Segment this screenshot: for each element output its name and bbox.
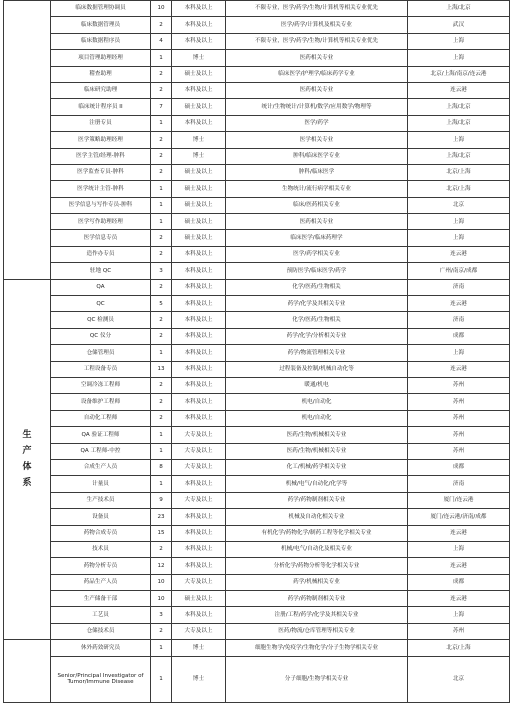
degree-cell: 博士 [172,50,226,66]
table-row [4,361,510,377]
table-row [4,148,510,164]
major-cell: 化学/医药/生物相关 [226,279,408,295]
degree-cell: 硕士及以上 [172,99,226,115]
major-cell: 机械/电气/自动化及相关专业 [226,541,408,557]
category-cell [4,640,51,702]
location-cell: 上海/北京 [408,1,510,17]
headcount-cell: 5 [151,296,172,312]
degree-cell: 本科及以上 [172,115,226,131]
location-cell: 成都 [408,459,510,475]
major-cell: 注册/工程/药学/化学及其相关专业 [226,607,408,623]
position-cell: QA 验证工程师 [51,427,151,443]
degree-cell: 博士 [172,132,226,148]
degree-cell: 大专及以上 [172,492,226,508]
location-cell: 苏州 [408,443,510,459]
table-row [4,541,510,557]
major-cell: 化工/机械/药学相关专业 [226,459,408,475]
headcount-cell: 2 [151,82,172,98]
headcount-cell: 10 [151,1,172,17]
major-cell: 医药相关专业 [226,82,408,98]
table-row [4,82,510,98]
table-row [4,459,510,475]
table-row [4,640,510,656]
position-cell: 工艺员 [51,607,151,623]
location-cell: 连云港 [408,361,510,377]
location-cell: 北京/上海 [408,640,510,656]
table-row [4,623,510,639]
location-cell: 上海 [408,33,510,49]
location-cell: 成都 [408,328,510,344]
table-row [4,377,510,393]
degree-cell: 本科及以上 [172,82,226,98]
headcount-cell: 9 [151,492,172,508]
degree-cell: 本科及以上 [172,476,226,492]
degree-cell: 本科及以上 [172,525,226,541]
major-cell: 临床/医药相关专业 [226,197,408,213]
major-cell: 医学/药学/计算机及相关专业 [226,17,408,33]
degree-cell: 硕士及以上 [172,197,226,213]
headcount-cell: 10 [151,591,172,607]
location-cell: 苏州 [408,394,510,410]
position-cell: Senior/Principal Investigator of Tumor/Immune Disease [51,656,151,702]
degree-cell: 大专及以上 [172,427,226,443]
major-cell: 生物统计/流行病学相关专业 [226,181,408,197]
major-cell: 药学/化学/分析相关专业 [226,328,408,344]
table-row [4,246,510,262]
table-row [4,1,510,17]
headcount-cell: 1 [151,181,172,197]
major-cell: 机械/电气/自动化/化学等 [226,476,408,492]
degree-cell: 大专及以上 [172,443,226,459]
table-row [4,132,510,148]
position-cell: 药物合成专员 [51,525,151,541]
location-cell: 成都 [408,574,510,590]
location-cell: 北京/上海 [408,164,510,180]
location-cell: 上海 [408,345,510,361]
degree-cell: 大专及以上 [172,459,226,475]
degree-cell: 博士 [172,656,226,702]
position-cell: QC 仪分 [51,328,151,344]
position-cell: 临床数据管理协调员 [51,1,151,17]
headcount-cell: 2 [151,377,172,393]
table-row [4,279,510,295]
table-row [4,492,510,508]
table-row [4,214,510,230]
headcount-cell: 2 [151,246,172,262]
headcount-cell: 15 [151,525,172,541]
location-cell: 上海 [408,50,510,66]
location-cell: 上海 [408,132,510,148]
position-cell: 仓储管理员 [51,345,151,361]
table-row [4,33,510,49]
position-cell: 临床研究助理 [51,82,151,98]
degree-cell: 本科及以上 [172,345,226,361]
location-cell: 北京/上海/南京/连云港 [408,66,510,82]
major-cell: 药学/机械相关专业 [226,574,408,590]
table-row [4,394,510,410]
position-cell: QC 检测员 [51,312,151,328]
location-cell: 上海/北京 [408,115,510,131]
degree-cell: 本科及以上 [172,246,226,262]
position-cell: 设备维护工程师 [51,394,151,410]
table-row [4,50,510,66]
position-cell: 自动化工程师 [51,410,151,426]
table-row [4,115,510,131]
major-cell: 分析化学/药物分析等化学相关专业 [226,558,408,574]
degree-cell: 本科及以上 [172,1,226,17]
position-cell: 医学主管/经理-肿科 [51,148,151,164]
position-cell: 项目管理助理经理 [51,50,151,66]
headcount-cell: 2 [151,394,172,410]
position-cell: 工程设备专员 [51,361,151,377]
degree-cell: 硕士及以上 [172,230,226,246]
table-row [4,296,510,312]
headcount-cell: 1 [151,115,172,131]
location-cell: 济南 [408,279,510,295]
headcount-cell: 2 [151,328,172,344]
position-cell: 药品生产人员 [51,574,151,590]
degree-cell: 硕士及以上 [172,591,226,607]
major-cell: 有机化学/药物化学/制药工程等化学相关专业 [226,525,408,541]
major-cell: 不限专业，医学/药学/生物/计算机等相关专业优先 [226,1,408,17]
position-cell: 技术员 [51,541,151,557]
category-label: 生产体系 [22,430,32,489]
table-row [4,443,510,459]
major-cell: 过程装备及控制/机械自动化等 [226,361,408,377]
position-cell: 药物分析专员 [51,558,151,574]
degree-cell: 硕士及以上 [172,181,226,197]
table-row [4,509,510,525]
location-cell: 连云港 [408,591,510,607]
position-cell: 临床数据管理员 [51,17,151,33]
table-row [4,525,510,541]
degree-cell: 本科及以上 [172,33,226,49]
headcount-cell: 2 [151,623,172,639]
table-row [4,99,510,115]
location-cell: 广州/南京/成都 [408,263,510,279]
headcount-cell: 2 [151,541,172,557]
position-cell: 医学写作助理经理 [51,214,151,230]
major-cell: 细胞生物学/免疫学/生物化学/分子生物学相关专业 [226,640,408,656]
headcount-cell: 1 [151,656,172,702]
table-row [4,197,510,213]
degree-cell: 本科及以上 [172,377,226,393]
position-cell: 临床数据程序员 [51,33,151,49]
headcount-cell: 2 [151,410,172,426]
major-cell: 机电/自动化 [226,394,408,410]
major-cell: 临床医学/护理学/临床药学专业 [226,66,408,82]
degree-cell: 硕士及以上 [172,164,226,180]
headcount-cell: 1 [151,640,172,656]
headcount-cell: 7 [151,99,172,115]
table-row [4,263,510,279]
position-cell: 医学策略助理经理 [51,132,151,148]
headcount-cell: 2 [151,17,172,33]
table-row [4,312,510,328]
degree-cell: 博士 [172,148,226,164]
location-cell: 连云港 [408,246,510,262]
location-cell: 厦门/连云港/济南/成都 [408,509,510,525]
major-cell: 药学/药物制剂相关专业 [226,591,408,607]
location-cell: 武汉 [408,17,510,33]
major-cell: 医学/药学相关专业 [226,246,408,262]
position-cell: 医学统计主管-肿科 [51,181,151,197]
position-cell: 设备员 [51,509,151,525]
table-row [4,558,510,574]
position-cell: 生产储备干部 [51,591,151,607]
degree-cell: 本科及以上 [172,558,226,574]
location-cell: 上海 [408,541,510,557]
location-cell: 连云港 [408,82,510,98]
table-row [4,328,510,344]
table-row [4,17,510,33]
location-cell: 连云港 [408,525,510,541]
table-row [4,427,510,443]
major-cell: 肿科/临床医学 [226,164,408,180]
category-cell [4,1,51,280]
degree-cell: 本科及以上 [172,263,226,279]
location-cell: 苏州 [408,623,510,639]
position-cell: 仓储技术员 [51,623,151,639]
table-row [4,656,510,702]
major-cell: 不限专业，医学/药学/生物/计算机等相关专业优先 [226,33,408,49]
table-row [4,607,510,623]
table-row [4,591,510,607]
headcount-cell: 1 [151,427,172,443]
major-cell: 医药相关专业 [226,214,408,230]
degree-cell: 本科及以上 [172,541,226,557]
headcount-cell: 23 [151,509,172,525]
degree-cell: 博士 [172,640,226,656]
headcount-cell: 1 [151,476,172,492]
headcount-cell: 2 [151,164,172,180]
major-cell: 化学/医药/生物相关 [226,312,408,328]
headcount-cell: 10 [151,574,172,590]
location-cell: 济南 [408,312,510,328]
location-cell: 苏州 [408,410,510,426]
degree-cell: 大专及以上 [172,574,226,590]
major-cell: 医药/物流/仓库管理等相关专业 [226,623,408,639]
headcount-cell: 2 [151,230,172,246]
major-cell: 医药/生物/机械相关专业 [226,443,408,459]
major-cell: 药学/物流管理相关专业 [226,345,408,361]
headcount-cell: 2 [151,66,172,82]
degree-cell: 本科及以上 [172,361,226,377]
degree-cell: 本科及以上 [172,607,226,623]
major-cell: 机电/自动化 [226,410,408,426]
degree-cell: 本科及以上 [172,312,226,328]
position-cell: 生产技术员 [51,492,151,508]
headcount-cell: 1 [151,214,172,230]
position-cell: 合成生产人员 [51,459,151,475]
location-cell: 上海/北京 [408,99,510,115]
major-cell: 医药相关专业 [226,50,408,66]
major-cell: 医药/生物/机械相关专业 [226,427,408,443]
headcount-cell: 4 [151,33,172,49]
degree-cell: 本科及以上 [172,328,226,344]
headcount-cell: 12 [151,558,172,574]
degree-cell: 本科及以上 [172,17,226,33]
headcount-cell: 3 [151,607,172,623]
location-cell: 苏州 [408,377,510,393]
location-cell: 北京/上海 [408,181,510,197]
position-cell: 稽查助理 [51,66,151,82]
position-cell: QC [51,296,151,312]
position-cell: 造作办专员 [51,246,151,262]
degree-cell: 本科及以上 [172,296,226,312]
table-row [4,66,510,82]
headcount-cell: 13 [151,361,172,377]
major-cell: 药学/药物制剂相关专业 [226,492,408,508]
table-row [4,574,510,590]
location-cell: 北京 [408,197,510,213]
position-cell: 医学信息与写作专员-肿科 [51,197,151,213]
major-cell: 肿科/临床医学专业 [226,148,408,164]
table-row [4,230,510,246]
location-cell: 上海 [408,607,510,623]
degree-cell: 本科及以上 [172,509,226,525]
position-cell: 空调冷冻工程师 [51,377,151,393]
table-row [4,181,510,197]
headcount-cell: 2 [151,312,172,328]
location-cell: 连云港 [408,558,510,574]
category-cell [4,279,51,640]
degree-cell: 本科及以上 [172,410,226,426]
headcount-cell: 2 [151,279,172,295]
major-cell: 临床医学/临床药理学 [226,230,408,246]
location-cell: 北京 [408,656,510,702]
job-openings-table [3,0,510,703]
location-cell: 上海 [408,214,510,230]
location-cell: 上海 [408,230,510,246]
location-cell: 济南 [408,476,510,492]
position-cell: 计量员 [51,476,151,492]
degree-cell: 本科及以上 [172,394,226,410]
major-cell: 分子细胞/生物学相关专业 [226,656,408,702]
location-cell: 连云港 [408,296,510,312]
position-cell: QA [51,279,151,295]
headcount-cell: 1 [151,50,172,66]
headcount-cell: 1 [151,443,172,459]
headcount-cell: 1 [151,197,172,213]
headcount-cell: 3 [151,263,172,279]
major-cell: 机械及自动化相关专业 [226,509,408,525]
degree-cell: 硕士及以上 [172,214,226,230]
location-cell: 上海/北京 [408,148,510,164]
position-cell: 驻地 QC [51,263,151,279]
position-cell: 注册专员 [51,115,151,131]
major-cell: 药学/化学及其相关专业 [226,296,408,312]
table-row [4,476,510,492]
headcount-cell: 2 [151,148,172,164]
position-cell: 医学监查专员-肿科 [51,164,151,180]
location-cell: 厦门/连云港 [408,492,510,508]
location-cell: 苏州 [408,427,510,443]
major-cell: 医学相关专业 [226,132,408,148]
table-row [4,345,510,361]
major-cell: 预防医学/临床医学/药学 [226,263,408,279]
table-row [4,410,510,426]
position-cell: 临床统计程序员 II [51,99,151,115]
major-cell: 暖通/机电 [226,377,408,393]
degree-cell: 大专及以上 [172,623,226,639]
headcount-cell: 8 [151,459,172,475]
degree-cell: 本科及以上 [172,279,226,295]
major-cell: 统计/生物统计/计算机/数学/应用数学/物理等 [226,99,408,115]
degree-cell: 硕士及以上 [172,66,226,82]
headcount-cell: 1 [151,345,172,361]
position-cell: 医学信息专员 [51,230,151,246]
position-cell: QA 工程师-中控 [51,443,151,459]
major-cell: 医学/药学 [226,115,408,131]
table-row [4,164,510,180]
headcount-cell: 2 [151,132,172,148]
position-cell: 休外药效研究员 [51,640,151,656]
